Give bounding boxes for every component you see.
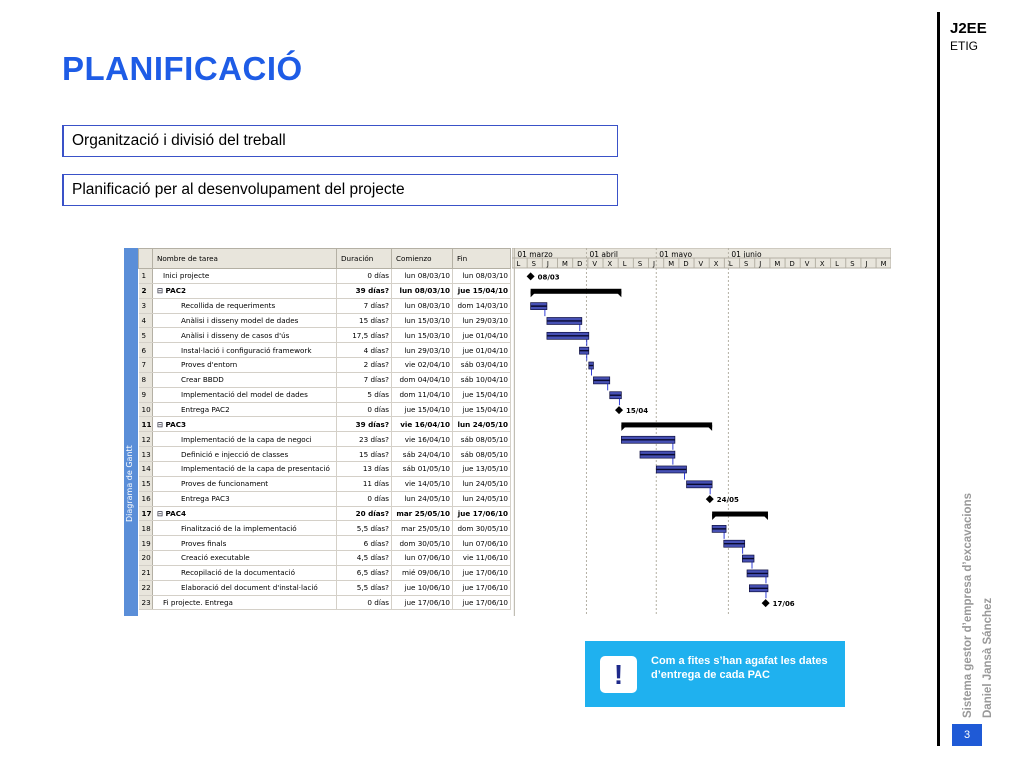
gantt-task-duration: 5 días — [337, 387, 392, 402]
day-letter: J — [653, 260, 656, 268]
month-label: 01 abril — [589, 250, 619, 259]
gantt-task-id: 6 — [139, 343, 153, 358]
gantt-task-duration: 23 días? — [337, 432, 392, 447]
gantt-task-end: jue 13/05/10 — [453, 461, 511, 476]
gantt-task-duration: 7 días? — [337, 372, 392, 387]
gantt-task-end: jue 17/06/10 — [453, 595, 511, 610]
gantt-task-duration: 4,5 días? — [337, 551, 392, 566]
note-callout — [585, 641, 845, 707]
day-letter: V — [698, 260, 704, 268]
exclamation-icon: ! — [600, 656, 637, 693]
gantt-task-name: ⊟ PAC2 — [153, 283, 337, 298]
right-divider — [937, 12, 940, 746]
gantt-task-start: jue 10/06/10 — [392, 580, 453, 595]
gantt-task-id: 2 — [139, 283, 153, 298]
gantt-task-end: lun 24/05/10 — [453, 476, 511, 491]
gantt-task-row[interactable] — [139, 417, 511, 432]
day-letter: X — [819, 260, 825, 268]
day-letter: S — [850, 260, 855, 268]
day-letter: L — [622, 260, 627, 268]
day-letter: D — [789, 260, 795, 268]
gantt-task-duration: 4 días? — [337, 343, 392, 358]
milestone-label: 15/04 — [626, 407, 649, 416]
gantt-header-name: Nombre de tarea — [153, 249, 337, 269]
gantt-task-end: jue 15/04/10 — [453, 387, 511, 402]
gantt-task-name: Inici projecte — [153, 269, 337, 284]
gantt-task-id: 18 — [139, 521, 153, 536]
gantt-task-duration: 7 días? — [337, 298, 392, 313]
gantt-task-id: 8 — [139, 372, 153, 387]
gantt-task-start: mar 25/05/10 — [392, 506, 453, 521]
month-label: 01 mayo — [659, 250, 693, 259]
day-letter: M — [880, 260, 887, 268]
day-letter: M — [562, 260, 568, 268]
summary-bar — [712, 512, 768, 517]
gantt-task-id: 19 — [139, 536, 153, 551]
gantt-task-id: 16 — [139, 491, 153, 506]
gantt-task-duration: 15 días? — [337, 447, 392, 462]
gantt-task-duration: 2 días? — [337, 358, 392, 373]
day-letter: J — [759, 260, 762, 268]
day-letter: L — [835, 260, 839, 268]
gantt-task-row[interactable] — [139, 521, 511, 536]
day-letter: X — [607, 260, 613, 268]
gantt-task-duration: 5,5 días? — [337, 580, 392, 595]
gantt-task-end: vie 11/06/10 — [453, 551, 511, 566]
gantt-task-row[interactable] — [139, 372, 511, 387]
gantt-task-id: 13 — [139, 447, 153, 462]
gantt-timeline-svg — [512, 248, 891, 616]
gantt-task-name: Crear BBDD — [153, 372, 337, 387]
gantt-task-duration: 39 días? — [337, 417, 392, 432]
gantt-task-start: jue 15/04/10 — [392, 402, 453, 417]
gantt-task-start: lun 07/06/10 — [392, 551, 453, 566]
gantt-task-id: 12 — [139, 432, 153, 447]
milestone-label: 17/06 — [772, 600, 795, 609]
gantt-task-start: lun 24/05/10 — [392, 491, 453, 506]
gantt-task-name: Anàlisi i disseny model de dades — [153, 313, 337, 328]
month-label: 01 junio — [731, 250, 762, 259]
milestone-diamond — [615, 406, 623, 414]
gantt-task-start: dom 30/05/10 — [392, 536, 453, 551]
gantt-task-table — [138, 248, 511, 610]
gantt-task-end: dom 14/03/10 — [453, 298, 511, 313]
day-letter: M — [668, 260, 675, 268]
gantt-header-duration: Duración — [337, 249, 392, 269]
gantt-task-start: dom 11/04/10 — [392, 387, 453, 402]
gantt-task-row[interactable] — [139, 595, 511, 610]
project-title-vertical: Sistema gestor d’empresa d’excavacions — [962, 493, 974, 718]
gantt-task-row[interactable] — [139, 358, 511, 373]
day-letter: X — [713, 260, 719, 268]
gantt-task-start: vie 16/04/10 — [392, 417, 453, 432]
gantt-task-start: vie 02/04/10 — [392, 358, 453, 373]
gantt-task-start: lun 15/03/10 — [392, 328, 453, 343]
day-letter: J — [546, 260, 549, 268]
gantt-task-name: Implementació de la capa de presentació — [153, 461, 337, 476]
gantt-task-start: lun 15/03/10 — [392, 313, 453, 328]
gantt-task-end: lun 24/05/10 — [453, 417, 511, 432]
milestone-label: 24/05 — [716, 496, 739, 505]
gantt-task-name: Entrega PAC2 — [153, 402, 337, 417]
gantt-side-label: Diagrama de Gantt — [125, 445, 134, 522]
gantt-timeline — [512, 248, 891, 616]
gantt-header-id — [139, 249, 153, 269]
day-letter: V — [592, 260, 598, 268]
gantt-task-duration: 20 días? — [337, 506, 392, 521]
gantt-task-start: lun 08/03/10 — [392, 283, 453, 298]
gantt-task-duration: 0 días — [337, 595, 392, 610]
collapse-icon[interactable]: ⊟ — [157, 419, 166, 429]
gantt-task-start: lun 08/03/10 — [392, 269, 453, 284]
gantt-task-end: jue 15/04/10 — [453, 402, 511, 417]
day-letter: L — [516, 260, 521, 268]
gantt-task-row[interactable] — [139, 283, 511, 298]
gantt-task-name: Entrega PAC3 — [153, 491, 337, 506]
gantt-task-name: Anàlisi i disseny de casos d'ús — [153, 328, 337, 343]
gantt-task-id: 7 — [139, 358, 153, 373]
gantt-task-start: vie 16/04/10 — [392, 432, 453, 447]
day-letter: S — [744, 260, 749, 268]
gantt-task-id: 20 — [139, 551, 153, 566]
gantt-task-end: lun 07/06/10 — [453, 536, 511, 551]
note-text: Com a fites s’han agafat les dates d’entrega de cada PAC — [651, 655, 828, 681]
gantt-task-end: sáb 10/04/10 — [453, 372, 511, 387]
gantt-task-id: 4 — [139, 313, 153, 328]
gantt-task-row[interactable] — [139, 387, 511, 402]
gantt-task-id: 9 — [139, 387, 153, 402]
gantt-task-name: Proves d'entorn — [153, 358, 337, 373]
gantt-header-start: Comienzo — [392, 249, 453, 269]
gantt-task-duration: 13 días — [337, 461, 392, 476]
day-letter: S — [531, 260, 536, 268]
gantt-task-duration: 6 días? — [337, 536, 392, 551]
gantt-task-start: jue 17/06/10 — [392, 595, 453, 610]
milestone-label: 08/03 — [537, 273, 560, 282]
collapse-icon[interactable]: ⊟ — [157, 508, 166, 518]
day-letter: S — [637, 260, 643, 268]
milestone-diamond — [527, 272, 535, 280]
gantt-task-end: sáb 03/04/10 — [453, 358, 511, 373]
gantt-task-id: 14 — [139, 461, 153, 476]
gantt-task-row[interactable] — [139, 491, 511, 506]
gantt-task-id: 11 — [139, 417, 153, 432]
gantt-task-start: lun 08/03/10 — [392, 298, 453, 313]
gantt-task-row[interactable] — [139, 551, 511, 566]
gantt-task-name: ⊟ PAC3 — [153, 417, 337, 432]
gantt-task-id: 3 — [139, 298, 153, 313]
topic-box-planning: Planificació per al desenvolupament del projecte — [62, 174, 618, 206]
gantt-task-end: jue 17/06/10 — [453, 580, 511, 595]
gantt-task-id: 22 — [139, 580, 153, 595]
gantt-task-end: lun 29/03/10 — [453, 313, 511, 328]
gantt-side-strip — [124, 248, 138, 616]
gantt-task-duration: 5,5 días? — [337, 521, 392, 536]
gantt-task-end: sáb 08/05/10 — [453, 447, 511, 462]
gantt-header-end: Fin — [453, 249, 511, 269]
summary-bar — [531, 289, 622, 294]
gantt-task-row[interactable] — [139, 506, 511, 521]
gantt-task-end: sáb 08/05/10 — [453, 432, 511, 447]
gantt-task-row[interactable] — [139, 565, 511, 580]
gantt-task-start: sáb 01/05/10 — [392, 461, 453, 476]
gantt-header-row — [139, 249, 511, 269]
gantt-task-row[interactable] — [139, 313, 511, 328]
gantt-task-end: jue 17/06/10 — [453, 506, 511, 521]
slide-title: PLANIFICACIÓ — [62, 50, 303, 87]
gantt-task-name: Instal·lació i configuració framework — [153, 343, 337, 358]
gantt-task-rows — [139, 269, 511, 610]
page-number: 3 — [952, 724, 982, 746]
day-letter: D — [577, 260, 583, 268]
gantt-task-start: mar 25/05/10 — [392, 521, 453, 536]
gantt-task-id: 23 — [139, 595, 153, 610]
milestone-diamond — [706, 495, 714, 503]
gantt-task-name: Implementació de la capa de negoci — [153, 432, 337, 447]
gantt-task-duration: 0 días — [337, 402, 392, 417]
author-name-vertical: Daniel Jansà Sánchez — [982, 597, 994, 718]
gantt-task-row[interactable] — [139, 343, 511, 358]
gantt-task-id: 21 — [139, 565, 153, 580]
gantt-task-row[interactable] — [139, 536, 511, 551]
gantt-task-duration: 6,5 días? — [337, 565, 392, 580]
day-letter: L — [728, 260, 733, 268]
gantt-task-start: mié 09/06/10 — [392, 565, 453, 580]
gantt-task-duration: 39 días? — [337, 283, 392, 298]
day-letter: M — [774, 260, 781, 268]
gantt-task-row[interactable] — [139, 432, 511, 447]
gantt-task-row[interactable] — [139, 298, 511, 313]
gantt-task-id: 10 — [139, 402, 153, 417]
gantt-task-end: jue 17/06/10 — [453, 565, 511, 580]
gantt-task-row[interactable] — [139, 476, 511, 491]
gantt-task-row[interactable] — [139, 447, 511, 462]
day-letter: V — [804, 260, 810, 268]
course-subtitle: ETIG — [950, 39, 979, 53]
gantt-task-end: dom 30/05/10 — [453, 521, 511, 536]
summary-bar — [621, 422, 712, 427]
milestone-diamond — [762, 599, 770, 607]
collapse-icon[interactable]: ⊟ — [157, 286, 166, 296]
gantt-task-name: Implementació del model de dades — [153, 387, 337, 402]
gantt-task-row[interactable] — [139, 269, 511, 284]
vertical-credits — [958, 448, 1004, 718]
gantt-task-duration: 17,5 días? — [337, 328, 392, 343]
gantt-task-row[interactable] — [139, 402, 511, 417]
gantt-task-start: sáb 24/04/10 — [392, 447, 453, 462]
course-title: J2EE — [950, 20, 987, 37]
gantt-task-name: Fi projecte. Entrega — [153, 595, 337, 610]
gantt-task-id: 15 — [139, 476, 153, 491]
gantt-task-end: jue 01/04/10 — [453, 343, 511, 358]
gantt-task-name: ⊟ PAC4 — [153, 506, 337, 521]
gantt-task-name: Creació executable — [153, 551, 337, 566]
gantt-task-id: 5 — [139, 328, 153, 343]
gantt-task-duration: 0 días — [337, 491, 392, 506]
topic-box-organization: Organització i divisió del treball — [62, 125, 618, 157]
gantt-task-start: dom 04/04/10 — [392, 372, 453, 387]
gantt-task-name: Recollida de requeriments — [153, 298, 337, 313]
gantt-diagram — [124, 248, 891, 616]
gantt-task-row[interactable] — [139, 328, 511, 343]
gantt-task-end: jue 15/04/10 — [453, 283, 511, 298]
gantt-task-name: Definició e injecció de classes — [153, 447, 337, 462]
gantt-task-duration: 11 días — [337, 476, 392, 491]
gantt-task-row[interactable] — [139, 580, 511, 595]
gantt-task-name: Finalització de la implementació — [153, 521, 337, 536]
day-letter: D — [683, 260, 689, 268]
gantt-task-start: lun 29/03/10 — [392, 343, 453, 358]
gantt-task-duration: 0 días — [337, 269, 392, 284]
gantt-task-name: Elaboració del document d'instal·lació — [153, 580, 337, 595]
day-letter: J — [865, 260, 868, 268]
gantt-task-start: vie 14/05/10 — [392, 476, 453, 491]
gantt-task-id: 17 — [139, 506, 153, 521]
gantt-task-name: Recopilació de la documentació — [153, 565, 337, 580]
gantt-task-duration: 15 días? — [337, 313, 392, 328]
month-label: 01 marzo — [517, 250, 553, 259]
gantt-task-name: Proves finals — [153, 536, 337, 551]
gantt-task-id: 1 — [139, 269, 153, 284]
gantt-task-name: Proves de funcionament — [153, 476, 337, 491]
gantt-task-end: lun 08/03/10 — [453, 269, 511, 284]
gantt-task-end: jue 01/04/10 — [453, 328, 511, 343]
gantt-task-row[interactable] — [139, 461, 511, 476]
gantt-task-end: lun 24/05/10 — [453, 491, 511, 506]
